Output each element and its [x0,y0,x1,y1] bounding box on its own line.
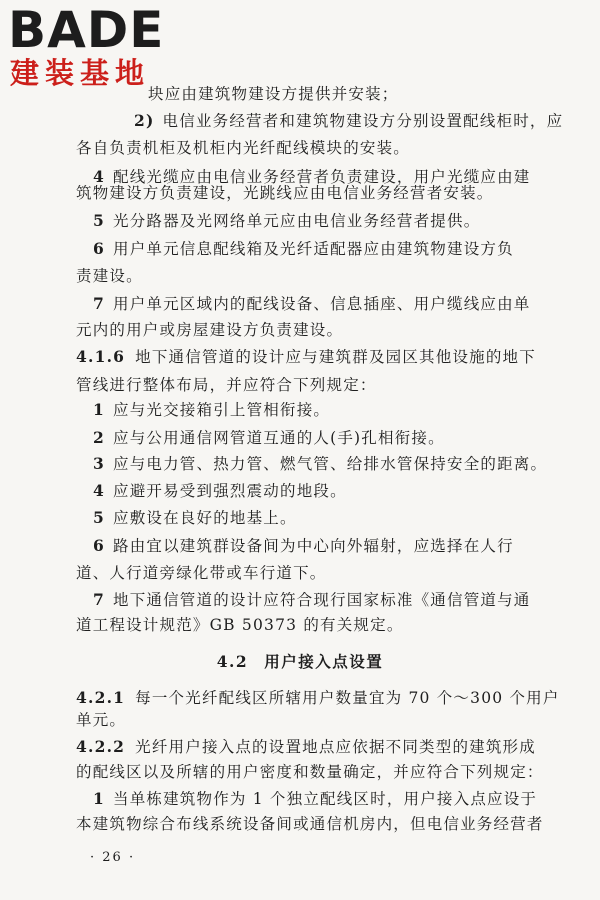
item-number: 5 [93,211,105,230]
text-line: 元内的用户或房屋建设方负责建设。 [76,321,344,339]
clause-number: 4.2.2 [76,737,126,756]
item-text: 路由宜以建筑群设备间为中心向外辐射，应选择在人行 [113,537,514,555]
list-item [93,536,514,556]
text-line: 责建设。 [76,267,143,285]
item-text: 应与公用通信网管道互通的人(手)孔相衔接。 [113,429,445,447]
list-item [93,400,330,420]
item-number: 2 [93,428,105,447]
clause [76,688,560,708]
text-line: 道、人行道旁绿化带或车行道下。 [76,564,327,582]
text-line: 管线进行整体布局，并应符合下列规定： [76,376,377,394]
item-text: 电信业务经营者和建筑物建设方分别设置配线柜时，应 [162,112,564,130]
item-number: 6 [93,536,105,555]
item-text: 应与光交接箱引上管相衔接。 [113,401,331,419]
list-item [93,789,537,809]
item-number: 4 [93,167,105,186]
logo-wordmark: BADE [8,1,165,59]
text-line: 筑物建设方负责建设，光跳线应由电信业务经营者安装。 [76,184,494,202]
item-text: 光分路器及光网络单元应由电信业务经营者提供。 [113,212,481,230]
text-line: 的配线区以及所辖的用户密度和数量确定，并应符合下列规定： [76,763,544,781]
logo-tagline: 建装基地 [10,56,151,90]
clause-number: 4.1.6 [76,347,126,366]
list-item [93,590,531,610]
text-line: 块应由建筑物建设方提供并安装； [148,85,399,103]
item-text: 应避开易受到强烈震动的地段。 [113,482,347,500]
item-text: 地下通信管道的设计应符合现行国家标准《通信管道与通 [113,591,531,609]
text-line: 道工程设计规范》GB 50373 的有关规定。 [76,616,404,634]
page-number: · 26 · [90,850,136,865]
list-item [93,211,480,231]
clause-text: 每一个光纤配线区所辖用户数量宜为 70 个～300 个用户 [135,689,560,707]
text-line: 各自负责机柜及机柜内光纤配线模块的安装。 [76,139,411,157]
item-number: 5 [93,508,105,527]
bade-logo [8,1,183,96]
item-number: 3 [93,454,105,473]
section-title: 用户接入点设置 [264,652,384,671]
item-number: 4 [93,481,105,500]
list-item [93,239,514,259]
list-item [93,508,297,528]
clause [76,347,536,367]
item-text: 用户单元区域内的配线设备、信息插座、用户缆线应由单 [113,295,531,313]
item-number: 6 [93,239,105,258]
list-item [93,428,445,448]
item-number: 2) [134,111,155,130]
list-item [134,111,563,131]
section-number: 4.2 [216,652,249,671]
text-line: 本建筑物综合布线系统设备间或通信机房内，但电信业务经营者 [76,815,544,833]
item-number: 1 [93,789,105,808]
item-number: 1 [93,400,105,419]
item-text: 应与电力管、热力管、燃气管、给排水管保持安全的距离。 [113,455,548,473]
clause [76,737,536,757]
clause-number: 4.2.1 [76,688,126,707]
item-text: 用户单元信息配线箱及光纤适配器应由建筑物建设方负 [113,240,514,258]
section-heading [0,652,600,672]
list-item [93,454,547,474]
clause-text: 地下通信管道的设计应与建筑群及园区其他设施的地下 [135,348,536,366]
item-text: 配线光缆应由电信业务经营者负责建设，用户光缆应由建 [113,168,531,186]
item-number: 7 [93,294,105,313]
list-item [93,294,531,314]
list-item [93,481,347,501]
item-text: 当单栋建筑物作为 1 个独立配线区时，用户接入点应设于 [113,790,538,808]
item-number: 7 [93,590,105,609]
text-line: 单元。 [76,711,127,729]
item-text: 应敷设在良好的地基上。 [113,509,297,527]
clause-text: 光纤用户接入点的设置地点应依据不同类型的建筑形成 [135,738,536,756]
